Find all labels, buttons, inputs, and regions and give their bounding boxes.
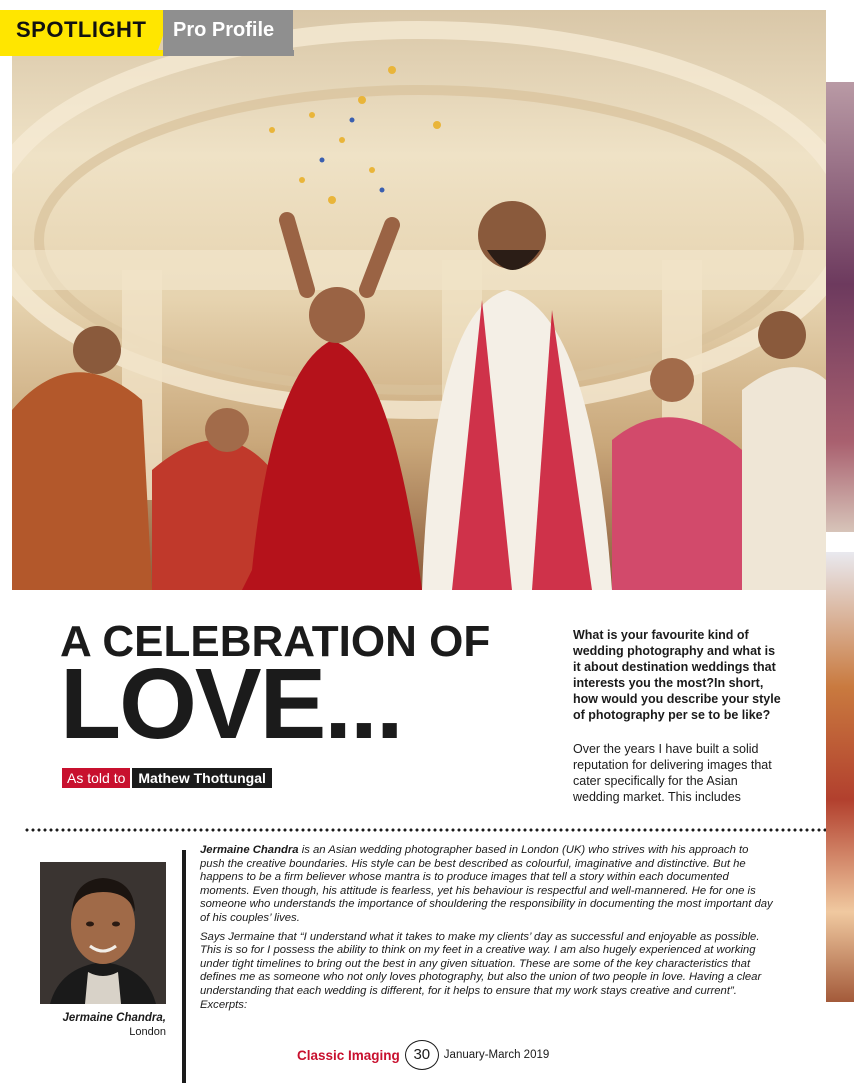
- byline-author: Mathew Thottungal: [132, 768, 272, 788]
- portrait-photo: [40, 862, 166, 1004]
- byline: [62, 768, 272, 788]
- portrait-caption-location: London: [129, 1026, 166, 1038]
- hero-photo: [12, 10, 826, 590]
- subsection-tag: Pro Profile: [163, 10, 293, 50]
- interview-question: What is your favourite kind of wedding photography and what is it about destination weddings that interests you the most?In short, how would you describe your style of photography per se to be like?: [573, 628, 781, 722]
- article-body: [200, 844, 774, 1017]
- footer-brand: Classic Imaging: [297, 1047, 400, 1063]
- page-footer: [297, 1040, 549, 1070]
- column-rule: [182, 850, 186, 1083]
- footer-date: January-March 2019: [443, 1049, 550, 1061]
- dotted-divider: [24, 828, 826, 832]
- side-photo: [826, 552, 854, 1002]
- intro-paragraph: [200, 844, 774, 926]
- byline-prefix: As told to: [62, 768, 130, 788]
- quote-paragraph: Says Jermaine that “I understand what it takes to make my clients’ day as successful and enjoyable as possible. This is so for I possess the ability to think on my feet in a creative way. I am also hugely experienced at working under tight timelines to bring out the best in any given situation. These are some of the key characteristics that defines me as someone who not only loves photography, but also the union of two people in love. Having a clear understanding that each wedding is different, for it helps to ensure that my work stays creative and current”. Excerpts:: [200, 930, 762, 1011]
- intro-text: is an Asian wedding photographer based in London (UK) who strives with his approach to push the creative boundaries. His style can be best described as colourful, imaginative and distinctive. But he happens to be a firm believer whose mantra is to produce images that tell a story within each documented moments. Even though, his attitude is fearless, yet his behaviour is respectful and well-mannered. He for one is someone who understands the importance of shouldering the responsibility in documenting the most important day of his couples’ lives.: [200, 844, 773, 924]
- photographer-portrait-image: [40, 862, 166, 1004]
- interview-answer: Over the years I have built a solid reputation for delivering images that cater specifically for the Asian wedding market. This includes: [573, 742, 772, 804]
- portrait-caption-name: Jermaine Chandra,: [62, 1012, 166, 1024]
- side-photo: [826, 82, 854, 532]
- headline-line2: LOVE...: [60, 648, 402, 760]
- intro-name: Jermaine Chandra: [200, 844, 299, 856]
- section-tag: SPOTLIGHT: [0, 10, 158, 50]
- wedding-scene-image: [12, 10, 826, 590]
- headline-line1: A CELEBRATION OF: [60, 617, 491, 666]
- page-number: 30: [405, 1040, 439, 1070]
- tag-underline: [163, 50, 294, 56]
